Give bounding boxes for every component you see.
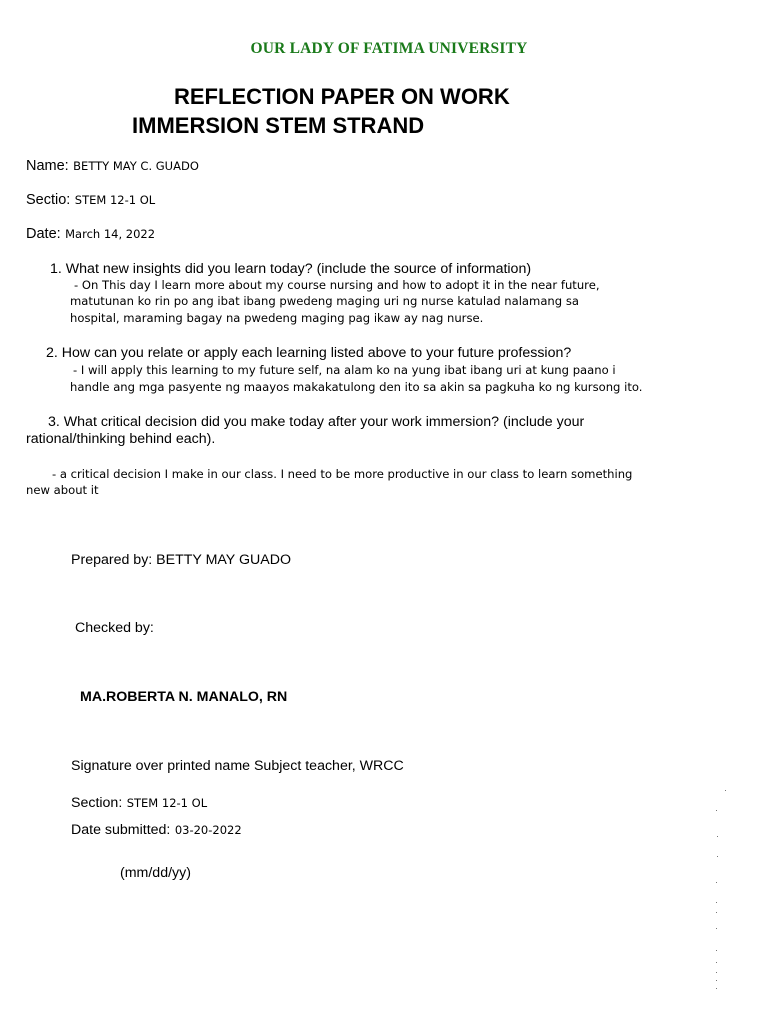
- answer-1-line-2: matutunan ko rin po ang ibat ibang pwedeng maging uri ng nurse katulad nalamang sa: [70, 294, 579, 308]
- section-label: Sectio:: [26, 192, 71, 208]
- answer-2-line-1: - I will apply this learning to my future self, na alam ko na yung ibat ibang uri at kung paano i: [73, 363, 616, 377]
- question-2: 2. How can you relate or apply each learning listed above to your future profession?: [46, 345, 572, 361]
- answer-3-line-1: - a critical decision I make in our class. I need to be more productive in our class to learn something: [52, 467, 633, 481]
- name-value: BETTY MAY C. GUADO: [73, 159, 199, 173]
- date-submitted-label: Date submitted:: [71, 822, 171, 838]
- date-label: Date:: [26, 226, 61, 242]
- date-submitted-value: 03-20-2022: [174, 823, 242, 837]
- section-value: STEM 12-1 OL: [74, 193, 156, 207]
- university-name: OUR LADY OF FATIMA UNIVERSITY: [250, 40, 528, 57]
- answer-3-line-2: new about it: [26, 483, 99, 497]
- teacher-name: MA.ROBERTA N. MANALO, RN: [80, 689, 288, 705]
- signature-line: Signature over printed name Subject teacher, WRCC: [71, 758, 404, 774]
- name-label: Name:: [26, 158, 69, 174]
- prepared-by: Prepared by: BETTY MAY GUADO: [71, 552, 291, 568]
- answer-2-line-2: handle ang mga pasyente ng maayos makakatulong den ito sa akin sa pagkuha ko ng kursong ito.: [70, 380, 643, 394]
- question-3-line-2: rational/thinking behind each).: [26, 431, 216, 447]
- footer-section-value: STEM 12-1 OL: [126, 796, 208, 810]
- date-submitted: [71, 821, 242, 839]
- answer-1-line-3: hospital, maraming bagay na pwedeng maging pag ikaw ay nag nurse.: [70, 311, 484, 325]
- name-field: [26, 157, 199, 175]
- date-field: [26, 225, 155, 243]
- title-line-2: IMMERSION STEM STRAND: [132, 113, 425, 138]
- checked-by: Checked by:: [75, 620, 154, 636]
- footer-section-label: Section:: [71, 795, 123, 811]
- title-line-1: REFLECTION PAPER ON WORK: [174, 84, 510, 109]
- footer-section: [71, 794, 207, 812]
- section-field: [26, 191, 155, 209]
- question-3-line-1: 3. What critical decision did you make today after your work immersion? (include your: [48, 414, 585, 430]
- date-value: March 14, 2022: [65, 227, 156, 241]
- question-1: 1. What new insights did you learn today? (include the source of information): [50, 261, 532, 277]
- answer-1-line-1: - On This day I learn more about my course nursing and how to adopt it in the near future,: [74, 278, 600, 292]
- date-format: (mm/dd/yy): [120, 865, 191, 881]
